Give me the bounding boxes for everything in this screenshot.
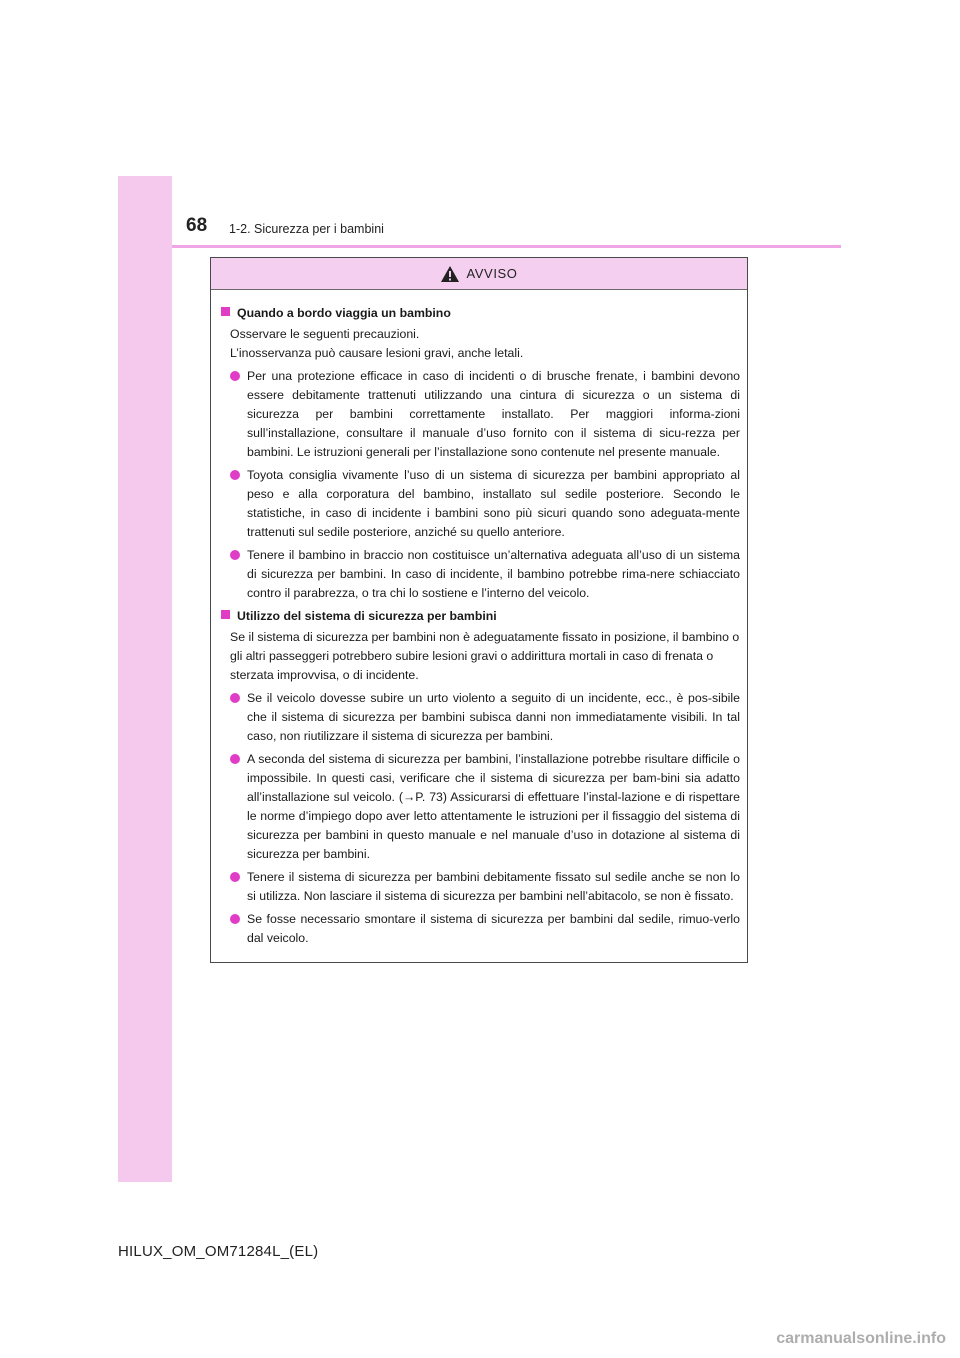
warning-header	[211, 258, 747, 290]
section-heading-text: Utilizzo del sistema di sicurezza per bambini	[237, 609, 497, 623]
list-item-text: Tenere il sistema di sicurezza per bambini debitamente fissato sul sedile anche se non lo si utilizza. Non lasciare il sistema di sicurezza per bambini nell’abitacolo, se non è fissato.	[247, 870, 740, 903]
warning-title: AVVISO	[466, 266, 518, 281]
list-item-text: Per una protezione efficace in caso di incidenti o di brusche frenate, i bambini devono essere debitamente trattenuti utilizzando una cintura di sicurezza o un sistema di sicurezza per bambini correttamente installato. Per maggiori informa-zioni sull’installazione, consultare il manuale d’uso fornito con il sistema di sicu-rezza per bambini. Le istruzioni generali per l’installazione sono contenute nel presente manuale.	[247, 369, 740, 459]
list-item-text: Se il veicolo dovesse subire un urto violento a seguito di un incidente, ecc., è pos-sibile che il sistema di sicurezza per bambini subisca danni non immediatamente visibili. In tal caso, non riutilizzare il sistema di sicurezza per bambini.	[247, 691, 740, 743]
round-bullet-icon	[230, 693, 240, 703]
section-heading-text: Quando a bordo viaggia un bambino	[237, 306, 451, 320]
list-item-text: Toyota consiglia vivamente l’uso di un sistema di sicurezza per bambini appropriato al peso e alla corporatura del bambino, installato sul sedile posteriore. Secondo le statistiche, in caso di incidente i bambini sono più sicuri quando sono adeguata-mente trattenuti sul sedile posteriore, anziché su quello anteriore.	[247, 468, 740, 539]
round-bullet-icon	[230, 371, 240, 381]
list-item	[221, 750, 740, 864]
header-divider	[172, 245, 841, 248]
list-item	[221, 367, 740, 462]
section-heading	[221, 304, 740, 323]
page-number: 68	[186, 215, 208, 236]
round-bullet-icon	[230, 754, 240, 764]
list-item	[221, 910, 740, 948]
round-bullet-icon	[230, 872, 240, 882]
list-item	[221, 868, 740, 906]
list-item-text: A seconda del sistema di sicurezza per bambini, l’installazione potrebbe risultare difficile o impossibile. In questi casi, verificare che il sistema di sicurezza per bam-bini sia adatto all’installazione sul veicolo. (→P. 73) Assicurarsi di effettuare l’instal-lazione e di rispettare le norme d’impiego dopo aver letto attentamente le istruzioni per il fissaggio del sistema di sicurezza per bambini in questo manuale e nel manuale d’uso in dotazione al sistema di sicurezza per bambini.	[247, 752, 740, 861]
warning-body	[211, 290, 747, 948]
round-bullet-icon	[230, 550, 240, 560]
watermark: carmanualsonline.info	[776, 1330, 946, 1347]
square-bullet-icon	[221, 610, 230, 619]
section-intro	[221, 628, 740, 685]
round-bullet-icon	[230, 470, 240, 480]
list-item-text: Se fosse necessario smontare il sistema di sicurezza per bambini dal sedile, rimuo-verlo dal veicolo.	[247, 912, 740, 945]
document-code: HILUX_OM_OM71284L_(EL)	[118, 1243, 319, 1260]
list-item-text: Tenere il bambino in braccio non costituisce un’alternativa adeguata all’uso di un sistema di sicurezza per bambini. In caso di incidente, il bambino potrebbe rima-nere schiacciato contro il parabrezza, o tra chi lo sostiene e l’interno del veicolo.	[247, 548, 740, 600]
intro-line: L’inosservanza può causare lesioni gravi, anche letali.	[230, 346, 524, 360]
round-bullet-icon	[230, 914, 240, 924]
intro-line: Se il sistema di sicurezza per bambini non è adeguatamente fissato in posizione, il bambino o gli altri passeggeri potrebbero subire lesioni gravi o addirittura mortali in caso di frenata o sterzata improvvisa, o di incidente.	[230, 630, 740, 682]
section-title: 1-2. Sicurezza per i bambini	[229, 222, 384, 236]
intro-line: Osservare le seguenti precauzioni.	[230, 327, 420, 341]
warning-box	[210, 257, 748, 963]
section-intro	[221, 325, 740, 363]
square-bullet-icon	[221, 307, 230, 316]
side-tab-strip	[118, 176, 172, 1182]
list-item	[221, 689, 740, 746]
list-item	[221, 466, 740, 542]
list-item	[221, 546, 740, 603]
warning-triangle-icon	[440, 265, 460, 283]
section-heading	[221, 607, 740, 626]
